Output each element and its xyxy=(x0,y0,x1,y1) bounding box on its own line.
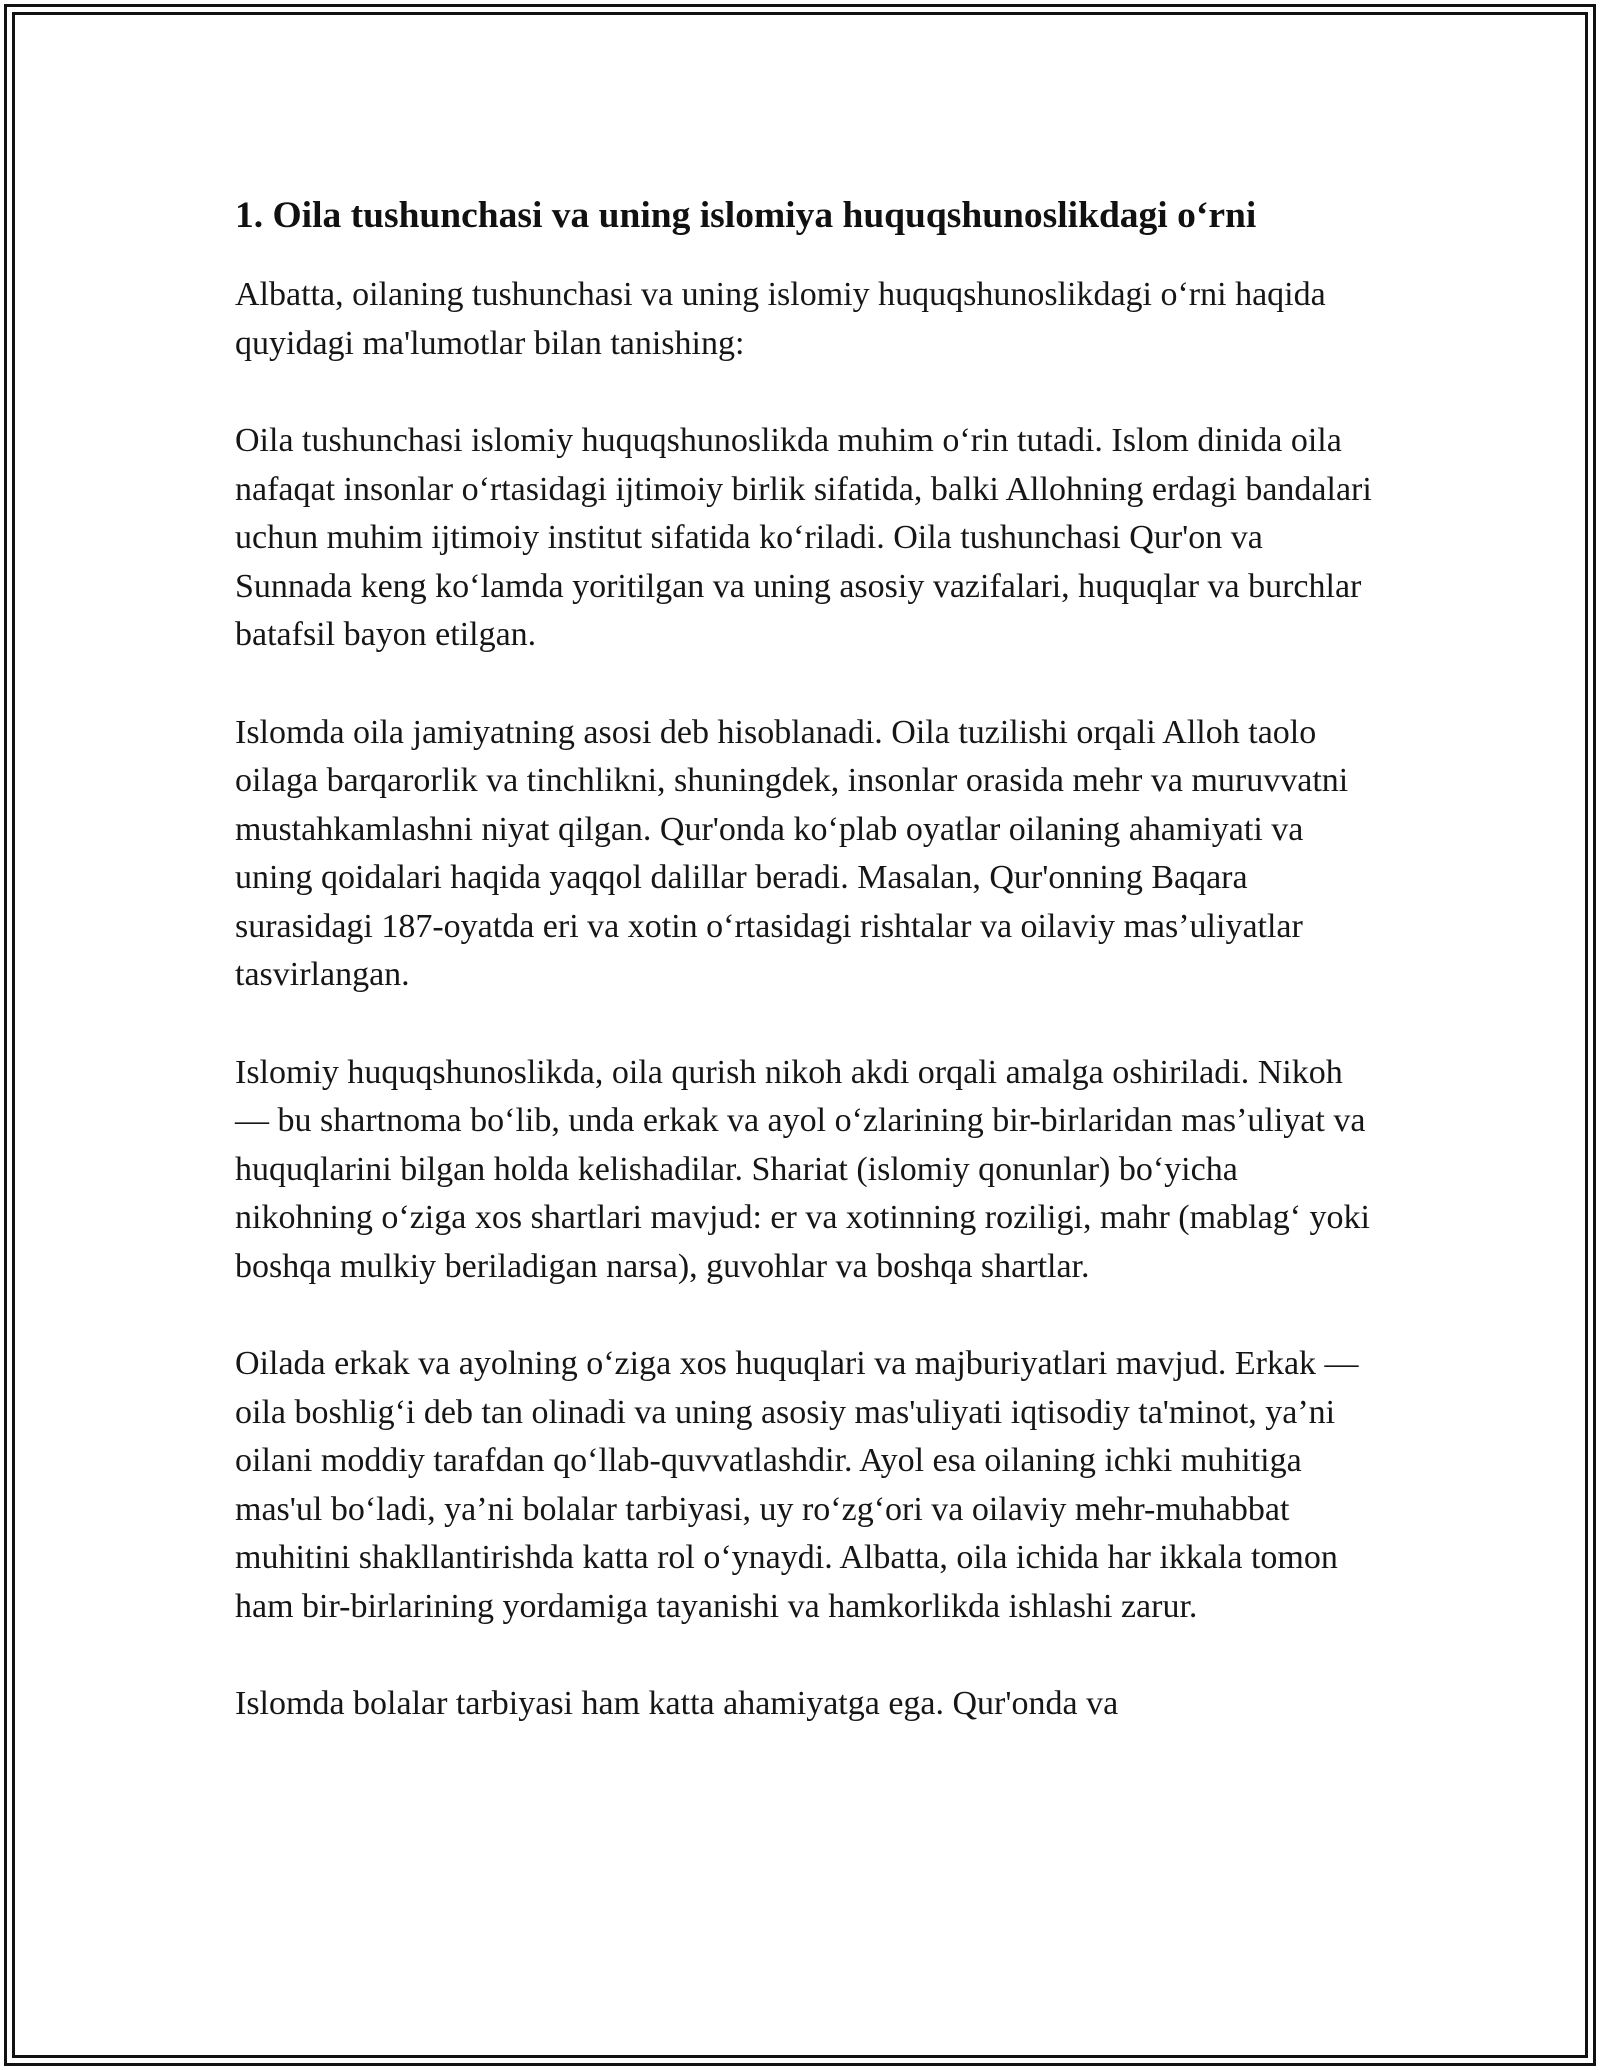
document-body xyxy=(235,188,1375,1778)
paragraph-marriage-contract: Islomiy huquqshunoslikda, oila qurish nikoh akdi orqali amalga oshiriladi. Nikoh — bu shartnoma bo‘lib, unda erkak va ayol o‘zlarining bir-birlaridan mas’uliyat va huquqlarini bilgan holda kelishadilar. Shariat (islomiy qonunlar) bo‘yicha nikohning o‘ziga xos shartlari mavjud: er va xotinning roziligi, mahr (mablag‘ yoki boshqa mulkiy beriladigan narsa), guvohlar va boshqa shartlar. xyxy=(235,1053,1370,1285)
paragraph-rights-duties: Oilada erkak va ayolning o‘ziga xos huquqlari va majburiyatlari mavjud. Erkak — oila boshlig‘i deb tan olinadi va uning asosiy mas'uliyati iqtisodiy ta'minot, ya’ni oilani moddiy tarafdan qo‘llab-quvvatlashdir. Ayol esa oilaning ichki muhitiga mas'ul bo‘ladi, ya’ni bolalar tarbiyasi, uy ro‘zg‘ori va oilaviy mehr-muhabbat muhitini shakllantirishda katta rol o‘ynaydi. Albatta, oila ichida har ikkala tomon ham bir-birlarining yordamiga tayanishi va hamkorlikda ishlashi zarur. xyxy=(235,1345,1359,1625)
paragraph-child-upbringing: Islomda bolalar tarbiyasi ham katta ahamiyatga ega. Qur'onda va xyxy=(235,1685,1119,1722)
paragraph-family-concept: Oila tushunchasi islomiy huquqshunoslikda muhim o‘rin tutadi. Islom dinida oila nafaqat insonlar o‘rtasidagi ijtimoiy birlik sifatida, balki Allohning erdagi bandalari uchun muhim ijtimoiy institut sifatida ko‘riladi. Oila tushunchasi Qur'on va Sunnada keng ko‘lamda yoritilgan va uning asosiy vazifalari, huquqlar va burchlar batafsil bayon etilgan. xyxy=(235,422,1372,653)
paragraph-family-foundation: Islomda oila jamiyatning asosi deb hisoblanadi. Oila tuzilishi orqali Alloh taolo oilaga barqarorlik va tinchlikni, shuningdek, insonlar orasida mehr va muruvvatni mustahkamlashni niyat qilgan. Qur'onda ko‘plab oyatlar oilaning ahamiyati va uning qoidalari haqida yaqqol dalillar beradi. Masalan, Qur'onning Baqara surasidagi 187-oyatda eri va xotin o‘rtasidagi rishtalar va oilaviy mas’uliyatlar tasvirlangan. xyxy=(235,713,1349,993)
paragraph-intro: Albatta, oilaning tushunchasi va uning islomiy huquqshunoslikdagi o‘rni haqida quyidagi ma'lumotlar bilan tanishing: xyxy=(235,276,1326,362)
section-heading: 1. Oila tushunchasi va uning islomiya huquqshunoslikdagi o‘rni xyxy=(235,195,1257,236)
